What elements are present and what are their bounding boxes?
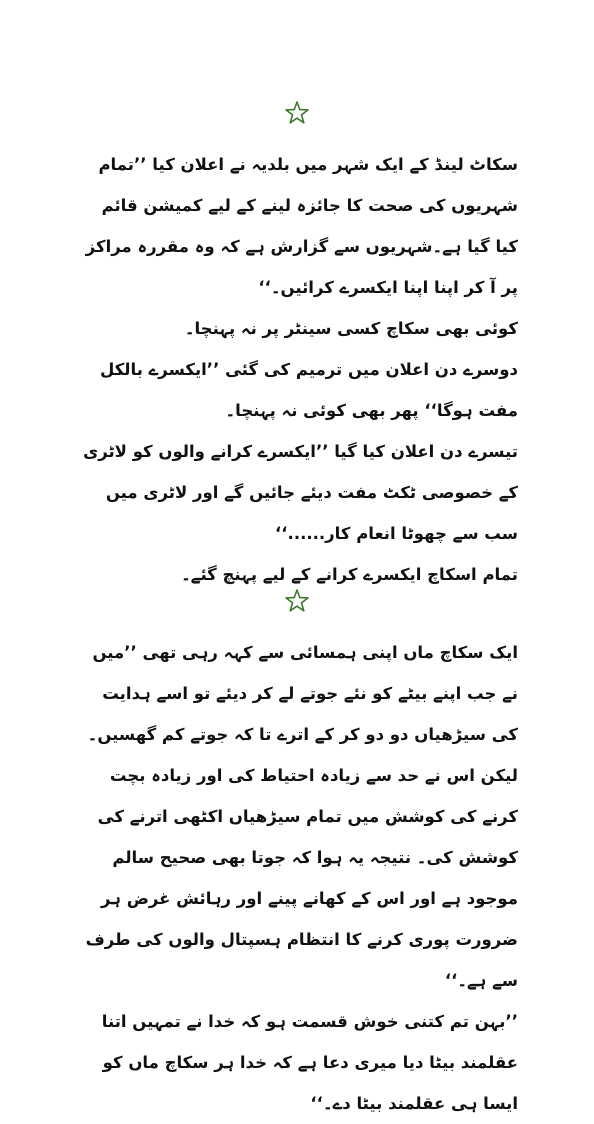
paragraph: تمام اسکاچ ایکسرے کرانے کے لیے پہنچ گئے۔ (181, 565, 518, 584)
star-divider-icon (284, 100, 310, 126)
star-divider-icon (284, 588, 310, 614)
joke-section-1 (78, 144, 518, 595)
paragraph: سکاٹ لینڈ کے ایک شہر میں بلدیہ نے اعلان کیا ’’تمام شہریوں کی صحت کا جائزہ لینے کے لیے کمیشن قائم کیا گیا ہے۔شہریوں سے گزارش ہے کہ وہ مقررہ مراکز پر آ کر اپنا اپنا ایکسرے کرائیں۔‘‘ (85, 155, 518, 297)
paragraph: دوسرے دن اعلان میں ترمیم کی گئی ’’ایکسرے بالکل مفت ہوگا‘‘ پھر بھی کوئی نہ پہنچا۔ (99, 360, 518, 420)
paragraph: ایک سکاچ ماں اپنی ہمسائی سے کہہ رہی تھی ’’میں نے جب اپنے بیٹے کو نئے جوتے لے کر دیئے تو اسے ہدایت کی سیڑھیاں دو دو کر کے اترے تا کہ جوتے کم گھسیں۔لیکن اس نے حد سے زیادہ احتیاط کی اور زیادہ بچت کرنے کی کوشش میں تمام سیڑھیاں اکٹھی اترنے کی کوشش کی۔ نتیجہ یہ ہوا کہ جوتا بھی صحیح سالم موجود ہے اور اس کے کھانے پینے اور رہائش غرض ہر ضرورت پوری کرنے کا انتظام ہسپتال والوں کی طرف سے ہے۔‘‘ (85, 643, 518, 990)
paragraph: ’’بہن تم کتنی خوش قسمت ہو کہ خدا نے تمہیں اتنا عقلمند بیٹا دیا میری دعا ہے کہ خدا ہر سکاچ ماں کو ایسا ہی عقلمند بیٹا دے۔‘‘ (101, 1012, 518, 1113)
paragraph: کوئی بھی سکاچ کسی سینٹر پر نہ پہنچا۔ (184, 319, 518, 338)
joke-section-2 (78, 632, 518, 1124)
paragraph: تیسرے دن اعلان کیا گیا ’’ایکسرے کرانے والوں کو لاٹری کے خصوصی ٹکٹ مفت دیئے جائیں گے اور لاٹری میں سب سے چھوٹا انعام کار......‘‘ (83, 442, 518, 543)
